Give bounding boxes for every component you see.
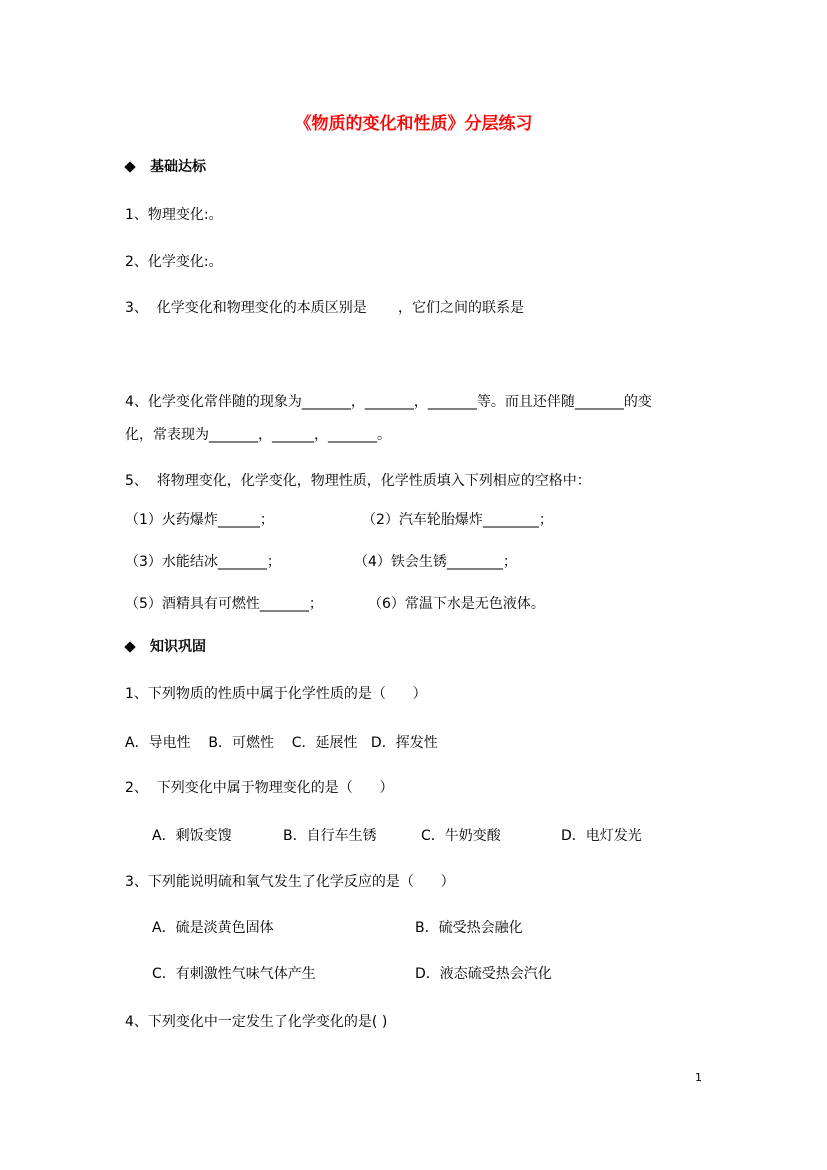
diamond-bullet-icon bbox=[124, 641, 135, 652]
mc-question-1-options: A．导电性 B．可燃性 C．延展性 D．挥发性 bbox=[125, 735, 438, 751]
mc-question-3: 3、下列能说明硫和氧气发生了化学反应的是（ ） bbox=[125, 874, 455, 890]
mc-question-3-option-a: A．硫是淡黄色固体 bbox=[152, 920, 274, 936]
page-number: 1 bbox=[695, 1071, 702, 1084]
mc-question-2: 2、 下列变化中属于物理变化的是（ ） bbox=[125, 780, 394, 796]
question-5-item-3: （3）水能结冰_______； bbox=[125, 554, 281, 570]
mc-question-1: 1、下列物质的性质中属于化学性质的是（ ） bbox=[125, 686, 427, 702]
mc-question-4: 4、下列变化中一定发生了化学变化的是( ) bbox=[125, 1014, 388, 1030]
question-5-item-5: （5）酒精具有可燃性_______； bbox=[125, 596, 323, 612]
document-title: 《物质的变化和性质》分层练习 bbox=[294, 114, 533, 134]
question-2: 2、化学变化:。 bbox=[125, 254, 223, 270]
question-5-item-2: （2）汽车轮胎爆炸________； bbox=[362, 512, 553, 528]
mc-question-2-option-c: C．牛奶变酸 bbox=[421, 828, 501, 844]
mc-question-2-option-d: D．电灯发光 bbox=[561, 828, 642, 844]
mc-question-3-option-c: C．有刺激性气味气体产生 bbox=[152, 966, 316, 982]
question-5-item-1: （1）火药爆炸______； bbox=[125, 512, 274, 528]
mc-question-3-option-d: D．液态硫受热会汽化 bbox=[415, 966, 552, 982]
section-heading-consolidation: 知识巩固 bbox=[150, 639, 206, 655]
question-4-line-1: 4、化学变化常伴随的现象为_______，_______，_______等。而且还伴随_______的变 bbox=[125, 394, 652, 410]
section-heading-basic: 基础达标 bbox=[150, 159, 206, 175]
diamond-bullet-icon bbox=[124, 161, 135, 172]
question-5: 5、 将物理变化，化学变化，物理性质，化学性质填入下列相应的空格中： bbox=[125, 473, 591, 489]
question-5-item-4: （4）铁会生锈________； bbox=[354, 554, 517, 570]
question-1: 1、物理变化:。 bbox=[125, 207, 223, 223]
question-4-line-2: 化，常表现为_______，______，_______。 bbox=[125, 427, 391, 443]
mc-question-2-option-b: B．自行车生锈 bbox=[283, 828, 377, 844]
question-5-item-6: （6）常温下水是无色液体。 bbox=[368, 596, 545, 612]
mc-question-2-option-a: A．剩饭变馊 bbox=[152, 828, 232, 844]
question-3: 3、 化学变化和物理变化的本质区别是 ，它们之间的联系是 bbox=[125, 300, 524, 316]
mc-question-3-option-b: B．硫受热会融化 bbox=[415, 920, 523, 936]
